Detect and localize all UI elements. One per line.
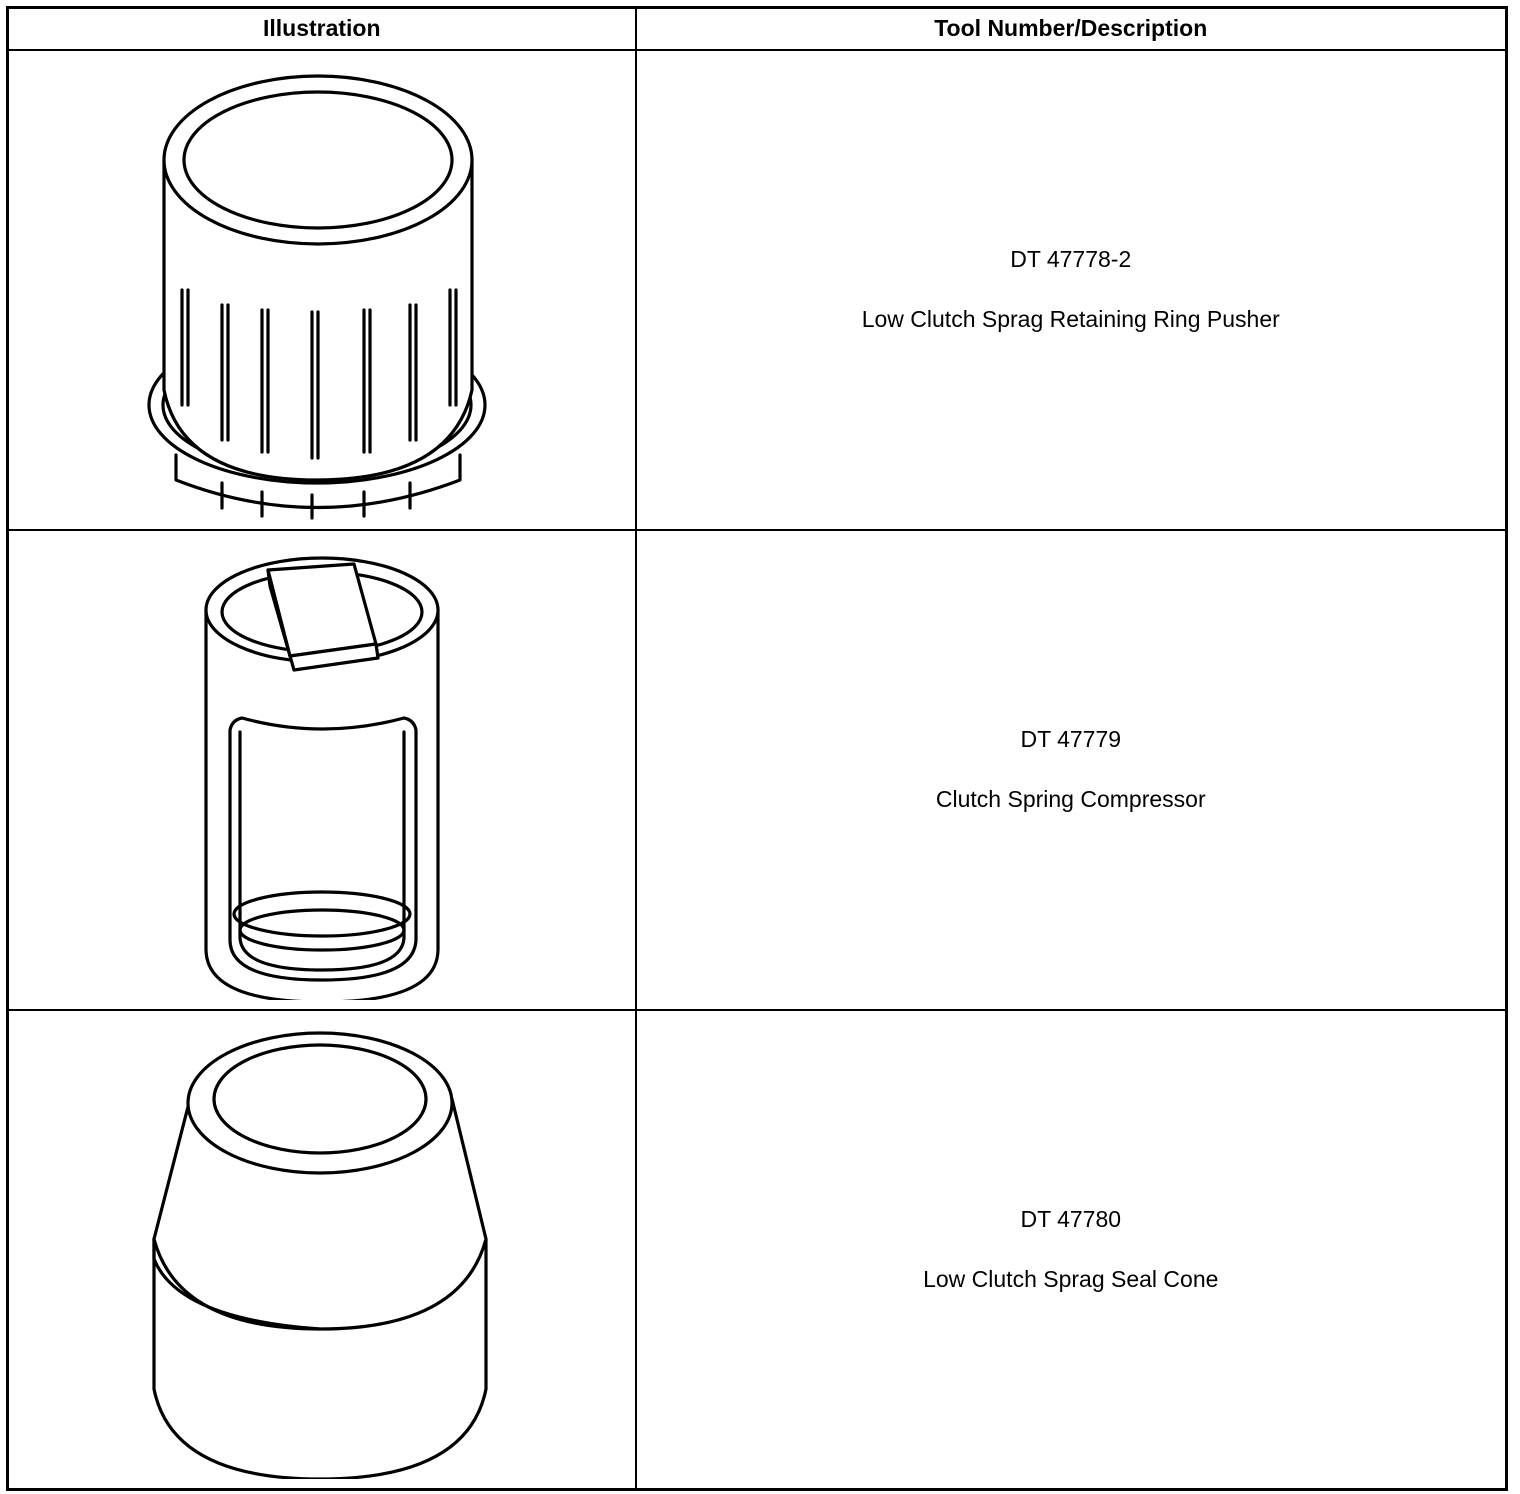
tool-table (6, 6, 1508, 1491)
table-row (8, 530, 1507, 1010)
illustration-header: Illustration (8, 8, 636, 50)
table-row (8, 50, 1507, 530)
description-header: Tool Number/Description (636, 8, 1507, 50)
tool-number: DT 47779 (1020, 726, 1122, 752)
tool-number: DT 47780 (1020, 1205, 1122, 1232)
tool-number: DT 47778-2 (1010, 246, 1132, 272)
illustration-cell (8, 1010, 636, 1490)
illustration-cell (8, 530, 636, 1010)
spring-compressor-icon (192, 540, 452, 1000)
tool-description: Low Clutch Sprag Seal Cone (923, 1265, 1219, 1292)
illustration-cell (8, 50, 636, 530)
seal-cone-icon (142, 1019, 502, 1479)
table-header-row (8, 8, 1507, 50)
description-cell (636, 1010, 1507, 1490)
table-row (8, 1010, 1507, 1490)
description-cell (636, 530, 1507, 1010)
tool-description: Clutch Spring Compressor (935, 786, 1206, 812)
description-cell (636, 50, 1507, 530)
tool-description: Low Clutch Sprag Retaining Ring Pusher (861, 306, 1280, 332)
ring-pusher-icon (142, 60, 502, 520)
